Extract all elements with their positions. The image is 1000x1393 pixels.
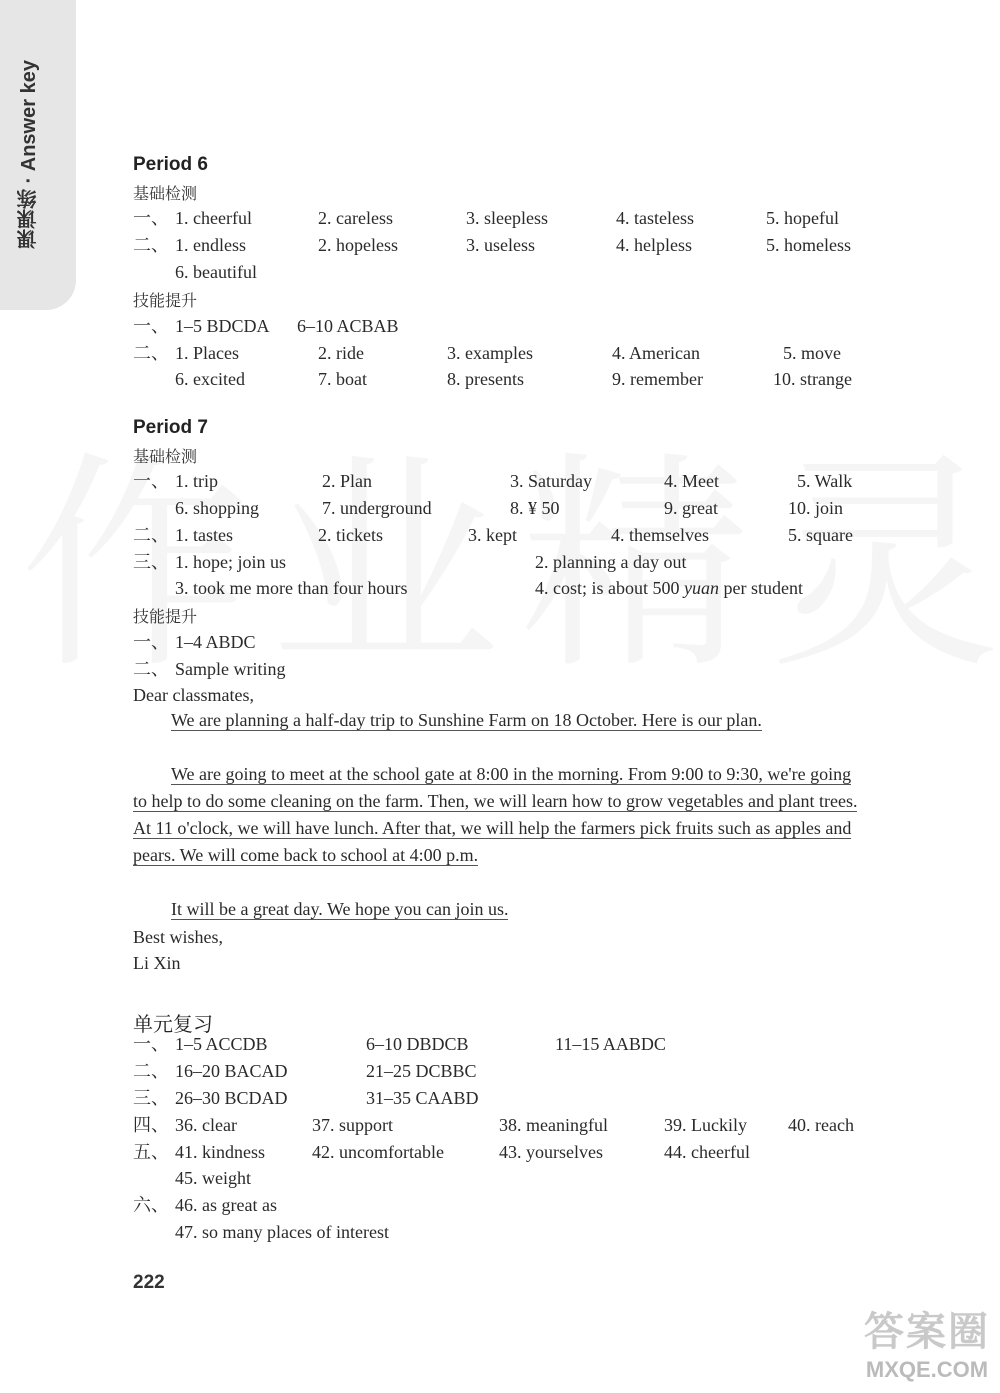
p6-row2-c: 3. useless — [466, 235, 535, 255]
p7-row3-b: 2. tickets — [318, 525, 383, 545]
p6-row1-num: 一、 — [133, 208, 169, 228]
unit-row2-b: 21–25 DCBBC — [366, 1061, 477, 1081]
p6-row1-c: 3. sleepless — [466, 208, 548, 228]
p6-row2-e: 5. homeless — [766, 235, 851, 255]
p7-row6-num: 一、 — [133, 632, 169, 652]
p6-row5-a: 1. Places — [175, 343, 239, 363]
p6-row2-d: 4. helpless — [616, 235, 692, 255]
unit-row4-num: 四、 — [133, 1115, 169, 1135]
p6-row6-d: 9. remember — [612, 369, 703, 389]
period-7-title: Period 7 — [133, 417, 208, 438]
p7-row1-e: 5. Walk — [797, 471, 853, 491]
p6-row2-a: 1. endless — [175, 235, 246, 255]
p6-row5-e: 5. move — [783, 343, 841, 363]
p7-row2-e: 10. join — [788, 498, 844, 518]
side-tab — [0, 0, 76, 310]
unit-row3-b: 31–35 CAABD — [366, 1088, 479, 1108]
page-number: 222 — [133, 1272, 165, 1293]
unit-row4-e: 40. reach — [788, 1115, 854, 1135]
p7-row3-d: 4. themselves — [611, 525, 709, 545]
p7-row4-a: 1. hope; join us — [175, 552, 286, 572]
p7-row2-d: 9. great — [664, 498, 718, 518]
p7-row3-e: 5. square — [788, 525, 853, 545]
letter-paragraph-3 — [133, 896, 863, 923]
unit-row3-a: 26–30 BCDAD — [175, 1088, 288, 1108]
p6-row1-e: 5. hopeful — [766, 208, 839, 228]
p6-row6-c: 8. presents — [447, 369, 524, 389]
unit-row4-c: 38. meaningful — [499, 1115, 608, 1135]
p7-row3-c: 3. kept — [468, 525, 517, 545]
p6-row1-a: 1. cheerful — [175, 208, 252, 228]
unit-row2-num: 二、 — [133, 1061, 169, 1081]
p6-row5-d: 4. American — [612, 343, 700, 363]
unit-row3-num: 三、 — [133, 1088, 169, 1108]
p7-row4-b: 2. planning a day out — [535, 552, 687, 572]
p6-row4-b: 6–10 ACBAB — [297, 316, 399, 336]
side-tab-label: 课课练 · Answer key — [18, 60, 40, 249]
p6-basic-label: 基础检测 — [133, 186, 198, 203]
unit-row7-a: 46. as great as — [175, 1195, 277, 1215]
p7-row6-a: 1–4 ABDC — [175, 632, 256, 652]
p7-row4-num: 三、 — [133, 552, 169, 572]
p7-row1-b: 2. Plan — [322, 471, 373, 491]
p7-row5-a: 3. took me more than four hours — [175, 578, 408, 598]
p6-row5-c: 3. examples — [447, 343, 533, 363]
p6-row1-d: 4. tasteless — [616, 208, 694, 228]
p7-row7-num: 二、 — [133, 659, 169, 679]
p6-row4-num: 一、 — [133, 316, 169, 336]
unit-row6-a: 45. weight — [175, 1168, 251, 1188]
p6-row6-a: 6. excited — [175, 369, 245, 389]
letter-paragraph-2-text: We are going to meet at the school gate at 8:00 in the morning. From 9:00 to 9:30, we're going to help to do some cleaning on the farm. Then, we will learn how to grow vegetables and plant trees. At 11 o'clock, we will have lunch. After that, we will help the farmers pick fruits such as apples and pears. We will come back to school at 4:00 p.m. — [133, 764, 858, 865]
period-6-title: Period 6 — [133, 154, 208, 175]
p7-row5-b-post: per student — [719, 578, 803, 598]
letter-closing: Best wishes, — [133, 927, 223, 947]
unit-row4-d: 39. Luckily — [664, 1115, 747, 1135]
unit-row2-a: 16–20 BACAD — [175, 1061, 288, 1081]
p6-row4-a: 1–5 BDCDA — [175, 316, 270, 336]
p7-row5-b-pre: 4. cost; is about 500 — [535, 578, 684, 598]
p7-row1-a: 1. trip — [175, 471, 218, 491]
corner-logo-bottom: MXQE.COM — [865, 1357, 989, 1382]
p7-row3-a: 1. tastes — [175, 525, 233, 545]
letter-paragraph-2 — [133, 761, 863, 869]
p7-row1-num: 一、 — [133, 471, 169, 491]
unit-row7-num: 六、 — [133, 1195, 169, 1215]
unit-row4-a: 36. clear — [175, 1115, 237, 1135]
p6-row2-b: 2. hopeless — [318, 235, 398, 255]
p7-skills-label: 技能提升 — [133, 609, 198, 626]
unit-row5-d: 44. cheerful — [664, 1142, 750, 1162]
p6-row5-b: 2. ride — [318, 343, 364, 363]
letter-signature: Li Xin — [133, 953, 181, 973]
p7-row3-num: 二、 — [133, 525, 169, 545]
p7-row1-c: 3. Saturday — [510, 471, 592, 491]
unit-row1-num: 一、 — [133, 1034, 169, 1054]
unit-row8-a: 47. so many places of interest — [175, 1222, 389, 1242]
unit-row5-b: 42. uncomfortable — [312, 1142, 444, 1162]
p6-row1-b: 2. careless — [318, 208, 393, 228]
p7-row5-b — [535, 577, 803, 599]
p7-row1-d: 4. Meet — [664, 471, 719, 491]
p7-row2-c: 8. ¥ 50 — [510, 498, 560, 518]
p6-row6-b: 7. boat — [318, 369, 367, 389]
p7-row5-b-em: yuan — [684, 578, 719, 598]
p6-skills-label: 技能提升 — [133, 293, 198, 310]
unit-row5-num: 五、 — [133, 1142, 169, 1162]
unit-row5-c: 43. yourselves — [499, 1142, 603, 1162]
letter-paragraph-1 — [133, 707, 863, 734]
p6-row2-num: 二、 — [133, 235, 169, 255]
p6-row6-e: 10. strange — [773, 369, 852, 389]
unit-review-title: 单元复习 — [133, 1012, 213, 1036]
letter-paragraph-1-text: We are planning a half-day trip to Sunshine Farm on 18 October. Here is our plan. — [171, 710, 762, 730]
letter-greeting: Dear classmates, — [133, 685, 254, 705]
letter-paragraph-3-text: It will be a great day. We hope you can join us. — [171, 899, 509, 919]
p6-row3-a: 6. beautiful — [175, 262, 257, 282]
unit-row5-a: 41. kindness — [175, 1142, 265, 1162]
p6-row5-num: 二、 — [133, 343, 169, 363]
unit-row1-b: 6–10 DBDCB — [366, 1034, 469, 1054]
unit-row1-a: 1–5 ACCDB — [175, 1034, 268, 1054]
unit-row1-c: 11–15 AABDC — [555, 1034, 666, 1054]
unit-row4-b: 37. support — [312, 1115, 393, 1135]
p7-row7-a: Sample writing — [175, 659, 286, 679]
corner-logo-top: 答案圈 — [864, 1310, 990, 1354]
p7-row2-b: 7. underground — [322, 498, 432, 518]
corner-logo — [864, 1300, 990, 1383]
p7-basic-label: 基础检测 — [133, 449, 198, 466]
p7-row2-a: 6. shopping — [175, 498, 260, 518]
